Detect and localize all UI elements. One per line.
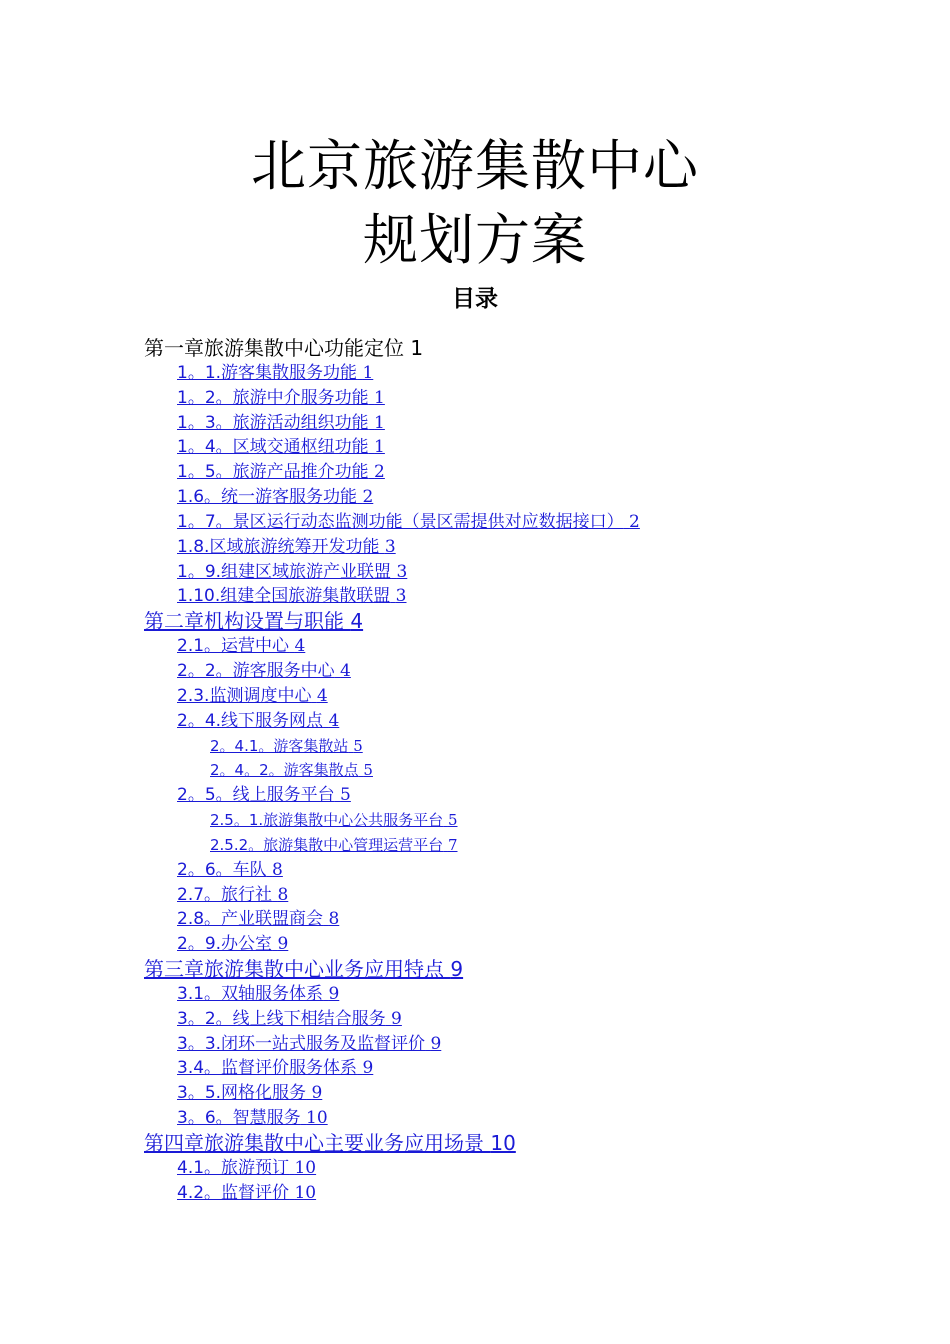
toc-page-number: 9 [277,934,289,955]
toc-link[interactable] [177,711,339,731]
toc-section-entry [0,684,950,709]
toc-page-number: 3 [395,586,407,607]
toc-entry-text: 1。2。旅游中介服务功能 [177,387,369,408]
toc-subsection-entry [0,808,950,833]
toc-page-number: 4 [350,609,364,634]
toc-section-entry [0,560,950,585]
document-title: 北京旅游集散中心 [250,134,699,198]
document-subtitle: 规划方案 [362,208,587,272]
toc-section-entry [0,485,950,510]
toc-subsection-entry [0,734,950,759]
toc-entry-text: 1。4。区域交通枢纽功能 [177,437,369,458]
toc-section-entry [0,1106,950,1131]
toc-entry-text: 3。3.闭环一站式服务及监督评价 [177,1033,426,1054]
toc-section-entry [0,709,950,734]
toc-entry-text: 第四章旅游集散中心主要业务应用场景 [144,1131,484,1155]
toc-link[interactable] [144,957,463,981]
toc-page-number: 8 [328,909,340,930]
toc-entry-text: 第二章机构设置与职能 [144,609,344,634]
toc-link[interactable] [144,1131,516,1155]
toc-entry-text: 1。7。景区运行动态监测功能（景区需提供对应数据接口） [177,511,624,532]
toc-entry-text: 1.8.区域旅游统筹开发功能 [177,536,380,557]
toc-page-number: 9 [430,1033,442,1054]
toc-chapter-entry [0,336,950,361]
toc-link[interactable] [177,487,373,507]
toc-section-entry [0,659,950,684]
toc-entry-text: 2.5。1.旅游集散中心公共服务平台 [210,811,444,830]
toc-section-entry [0,535,950,560]
toc-section-entry [0,435,950,460]
toc-link[interactable] [177,785,351,805]
toc-link[interactable] [177,1009,402,1029]
toc-entry-text: 2.1。运营中心 [177,636,290,657]
toc-entry-text: 1。1.游客集散服务功能 [177,362,358,383]
toc-link[interactable] [177,984,339,1004]
toc-page-number: 8 [277,884,289,905]
toc-entry-text: 2。4.1。游客集散站 [210,736,349,755]
toc-section-entry [0,858,950,883]
toc-section-entry [0,584,950,609]
toc-page-number: 5 [353,736,363,755]
toc-link[interactable] [177,388,385,408]
toc-link[interactable] [177,1034,441,1054]
toc-entry-text: 2.3.监测调度中心 [177,685,312,706]
toc-link[interactable] [177,860,283,880]
toc-link[interactable] [177,512,640,532]
toc-page-number: 3 [396,561,408,582]
toc-link[interactable] [210,836,458,854]
toc-page-number: 3 [384,536,396,557]
toc-entry-text: 2。9.办公室 [177,934,273,955]
toc-section-entry [0,1181,950,1206]
toc-link[interactable] [177,1058,373,1078]
toc-link[interactable] [177,1108,328,1128]
toc-link[interactable] [144,336,423,360]
toc-link[interactable] [177,562,407,582]
toc-page-number: 10 [294,1182,317,1203]
toc-page-number: 4 [316,685,328,706]
toc-link[interactable] [177,413,385,433]
toc-link[interactable] [177,661,351,681]
toc-heading: 目录 [452,286,498,312]
toc-entry-text: 2。4。2。游客集散点 [210,761,359,780]
toc-entry-text: 3.1。双轴服务体系 [177,983,324,1004]
toc-entry-text: 4.1。旅游预订 [177,1157,290,1178]
toc-entry-text: 3。5.网格化服务 [177,1083,307,1104]
toc-section-entry [0,361,950,386]
toc-entry-text: 1.6。统一游客服务功能 [177,487,358,508]
toc-page-number: 9 [450,957,464,982]
toc-section-entry [0,634,950,659]
toc-page-number: 1 [362,362,374,383]
toc-entry-text: 3.4。监督评价服务体系 [177,1058,358,1079]
toc-page-number: 4 [340,660,351,681]
toc-entry-text: 第一章旅游集散中心功能定位 [144,336,404,360]
toc-section-entry [0,783,950,808]
toc-subsection-entry [0,833,950,858]
toc-section-entry [0,1156,950,1181]
toc-section-entry [0,1081,950,1106]
toc-chapter-entry [0,609,950,634]
toc-section-entry [0,907,950,932]
toc-link[interactable] [177,363,373,383]
toc-entry-text: 1。5。旅游产品推介功能 [177,462,369,483]
toc-section-entry [0,1032,950,1057]
toc-link[interactable] [177,909,339,929]
toc-chapter-entry [0,957,950,982]
toc-page-number: 1 [410,336,424,360]
toc-link[interactable] [177,885,288,905]
toc-page-number: 4 [328,710,340,731]
toc-link[interactable] [144,609,363,633]
toc-link[interactable] [177,586,407,606]
toc-page-number: 2 [362,487,374,508]
toc-entry-text: 2。6。车队 [177,859,267,880]
table-of-contents [0,336,950,1206]
toc-entry-text: 1.10.组建全国旅游集散联盟 [177,586,391,607]
toc-page-number: 2 [629,511,640,532]
toc-page-number: 8 [272,859,283,880]
toc-page-number: 5 [447,811,458,830]
toc-link[interactable] [177,1083,322,1103]
toc-entry-text: 2.8。产业联盟商会 [177,909,324,930]
toc-entry-text: 3。2。线上线下相结合服务 [177,1008,386,1029]
toc-section-entry [0,932,950,957]
toc-link[interactable] [210,811,458,829]
toc-page-number: 1 [374,437,385,458]
toc-page-number: 10 [294,1157,317,1178]
toc-page-number: 9 [328,983,340,1004]
toc-page-number: 9 [362,1058,374,1079]
toc-section-entry [0,1007,950,1032]
toc-section-entry [0,982,950,1007]
toc-page-number: 10 [306,1108,328,1129]
toc-link[interactable] [177,934,288,954]
toc-page-number: 1 [374,387,385,408]
toc-entry-text: 2。5。线上服务平台 [177,785,335,806]
toc-page-number: 1 [374,412,385,433]
toc-entry-text: 3。6。智慧服务 [177,1108,301,1129]
toc-link[interactable] [177,462,385,482]
toc-section-entry [0,510,950,535]
toc-entry-text: 1。9.组建区域旅游产业联盟 [177,561,392,582]
toc-entry-text: 2。4.线下服务网点 [177,710,324,731]
toc-page-number: 7 [447,835,458,854]
toc-page-number: 10 [490,1131,516,1155]
toc-entry-text: 2.5.2。旅游集散中心管理运营平台 [210,835,444,854]
toc-link[interactable] [177,537,396,557]
toc-section-entry [0,1056,950,1081]
toc-entry-text: 第三章旅游集散中心业务应用特点 [144,957,444,982]
toc-section-entry [0,460,950,485]
toc-chapter-entry [0,1131,950,1156]
toc-link[interactable] [177,1183,316,1203]
toc-page-number: 5 [340,785,351,806]
toc-link[interactable] [177,1158,316,1178]
toc-link[interactable] [177,686,328,706]
toc-entry-text: 1。3。旅游活动组织功能 [177,412,369,433]
toc-page-number: 9 [311,1083,323,1104]
toc-link[interactable] [210,737,363,755]
toc-entry-text: 2.7。旅行社 [177,884,273,905]
toc-link[interactable] [177,437,385,457]
toc-subsection-entry [0,758,950,783]
toc-entry-text: 4.2。监督评价 [177,1182,290,1203]
toc-entry-text: 2。2。游客服务中心 [177,660,335,681]
toc-page-number: 2 [374,462,385,483]
toc-section-entry [0,386,950,411]
toc-page-number: 5 [363,761,373,780]
toc-page-number: 4 [294,636,306,657]
toc-section-entry [0,883,950,908]
toc-section-entry [0,411,950,436]
toc-page-number: 9 [391,1008,402,1029]
toc-link[interactable] [177,636,305,656]
toc-link[interactable] [210,761,373,779]
